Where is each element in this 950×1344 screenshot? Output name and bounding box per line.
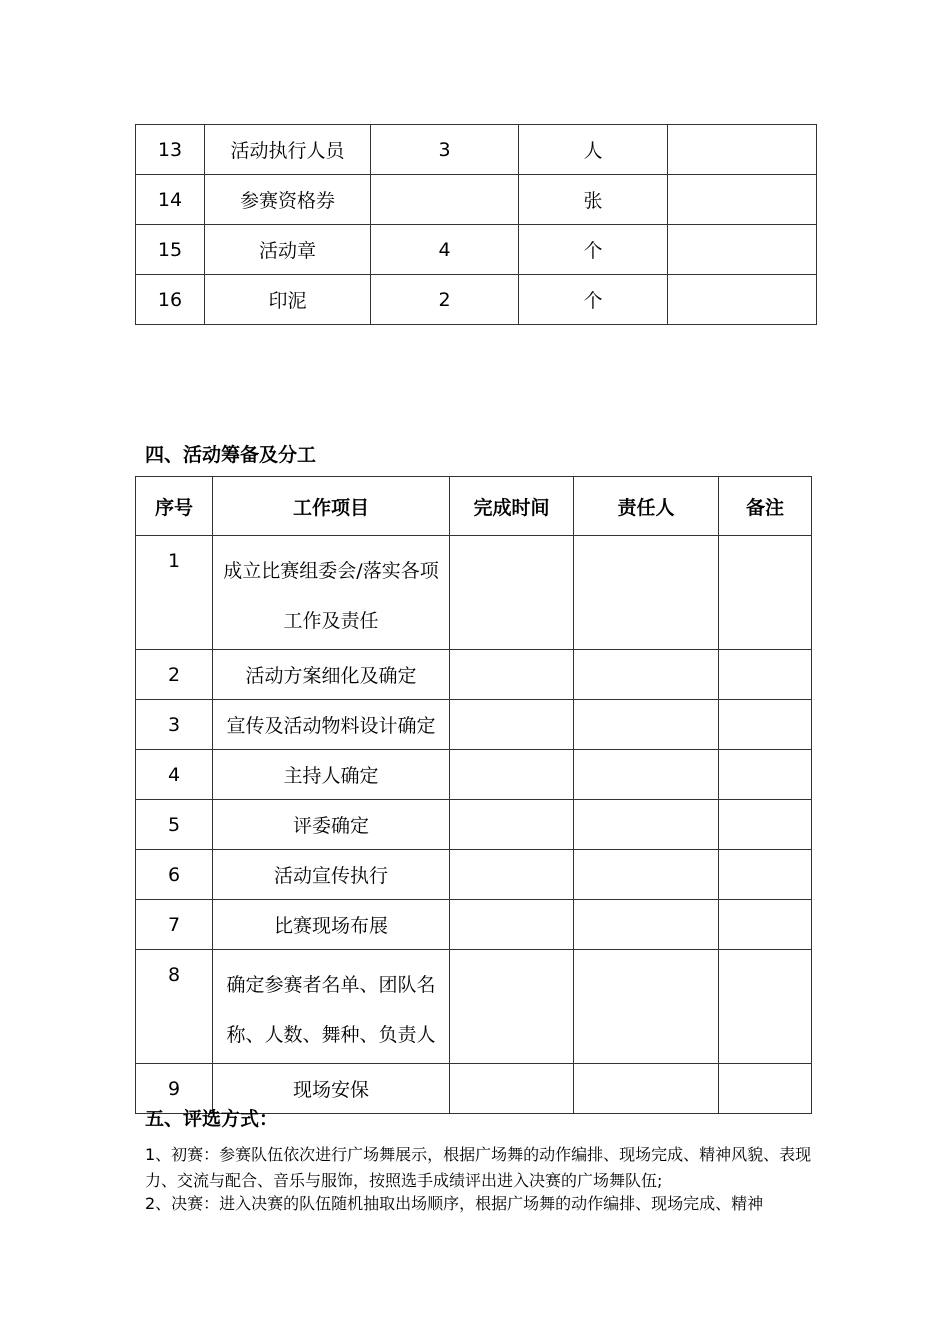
table-row	[136, 536, 812, 650]
item-note	[668, 225, 817, 275]
item-unit: 个	[519, 275, 668, 325]
completion-time-cell	[450, 800, 574, 850]
responsible-person-cell	[574, 750, 719, 800]
row-number: 13	[136, 125, 205, 175]
task-name: 现场安保	[213, 1064, 450, 1114]
materials-table	[135, 124, 817, 325]
table-row	[136, 650, 812, 700]
section-heading: 四、活动筹备及分工	[145, 444, 317, 466]
row-number: 15	[136, 225, 205, 275]
table-row	[136, 850, 812, 900]
remark-cell	[719, 700, 812, 750]
section-heading: 五、评选方式：	[145, 1108, 279, 1130]
table-row	[136, 275, 817, 325]
completion-time-cell	[450, 536, 574, 650]
responsible-person-cell	[574, 1064, 719, 1114]
table-row	[136, 225, 817, 275]
item-quantity: 3	[371, 125, 519, 175]
column-header: 工作项目	[213, 477, 450, 536]
table-row	[136, 800, 812, 850]
remark-cell	[719, 900, 812, 950]
task-name: 主持人确定	[213, 750, 450, 800]
table-row	[136, 900, 812, 950]
column-header: 责任人	[574, 477, 719, 536]
body-paragraph: 1、初赛：参赛队伍依次进行广场舞展示，根据广场舞的动作编排、现场完成、精神风貌、表现力、交流与配合、音乐与服饰，按照选手成绩评出进入决赛的广场舞队伍;	[145, 1145, 812, 1190]
row-number: 5	[136, 800, 213, 850]
completion-time-cell	[450, 650, 574, 700]
table-row	[136, 950, 812, 1064]
task-name: 宣传及活动物料设计确定	[213, 700, 450, 750]
item-note	[668, 275, 817, 325]
row-number: 7	[136, 900, 213, 950]
item-quantity	[371, 175, 519, 225]
item-note	[668, 125, 817, 175]
row-number: 6	[136, 850, 213, 900]
row-number: 16	[136, 275, 205, 325]
completion-time-cell	[450, 700, 574, 750]
table-row	[136, 175, 817, 225]
table-header-row	[136, 477, 812, 536]
remark-cell	[719, 750, 812, 800]
remark-cell	[719, 536, 812, 650]
responsible-person-cell	[574, 800, 719, 850]
responsible-person-cell	[574, 536, 719, 650]
item-name: 活动执行人员	[205, 125, 371, 175]
task-name: 比赛现场布展	[213, 900, 450, 950]
remark-cell	[719, 1064, 812, 1114]
remark-cell	[719, 850, 812, 900]
completion-time-cell	[450, 950, 574, 1064]
responsible-person-cell	[574, 650, 719, 700]
remark-cell	[719, 950, 812, 1064]
item-name: 印泥	[205, 275, 371, 325]
completion-time-cell	[450, 1064, 574, 1114]
item-unit: 个	[519, 225, 668, 275]
body-paragraph: 2、决赛：进入决赛的队伍随机抽取出场顺序，根据广场舞的动作编排、现场完成、精神	[145, 1194, 764, 1213]
completion-time-cell	[450, 850, 574, 900]
responsible-person-cell	[574, 900, 719, 950]
task-name: 活动方案细化及确定	[213, 650, 450, 700]
task-name: 评委确定	[213, 800, 450, 850]
responsible-person-cell	[574, 950, 719, 1064]
item-unit: 张	[519, 175, 668, 225]
task-name: 确定参赛者名单、团队名称、人数、舞种、负责人	[213, 950, 450, 1064]
item-name: 参赛资格券	[205, 175, 371, 225]
remark-cell	[719, 650, 812, 700]
row-number: 9	[136, 1064, 213, 1114]
remark-cell	[719, 800, 812, 850]
table-row	[136, 750, 812, 800]
table-row	[136, 125, 817, 175]
completion-time-cell	[450, 900, 574, 950]
item-quantity: 2	[371, 275, 519, 325]
responsible-person-cell	[574, 850, 719, 900]
item-unit: 人	[519, 125, 668, 175]
task-name: 活动宣传执行	[213, 850, 450, 900]
row-number: 14	[136, 175, 205, 225]
row-number: 4	[136, 750, 213, 800]
column-header: 序号	[136, 477, 213, 536]
item-name: 活动章	[205, 225, 371, 275]
table-row	[136, 700, 812, 750]
item-note	[668, 175, 817, 225]
column-header: 完成时间	[450, 477, 574, 536]
preparation-task-table	[135, 476, 812, 1114]
task-name: 成立比赛组委会/落实各项工作及责任	[213, 536, 450, 650]
completion-time-cell	[450, 750, 574, 800]
item-quantity: 4	[371, 225, 519, 275]
row-number: 2	[136, 650, 213, 700]
row-number: 1	[136, 536, 213, 650]
row-number: 3	[136, 700, 213, 750]
column-header: 备注	[719, 477, 812, 536]
responsible-person-cell	[574, 700, 719, 750]
row-number: 8	[136, 950, 213, 1064]
